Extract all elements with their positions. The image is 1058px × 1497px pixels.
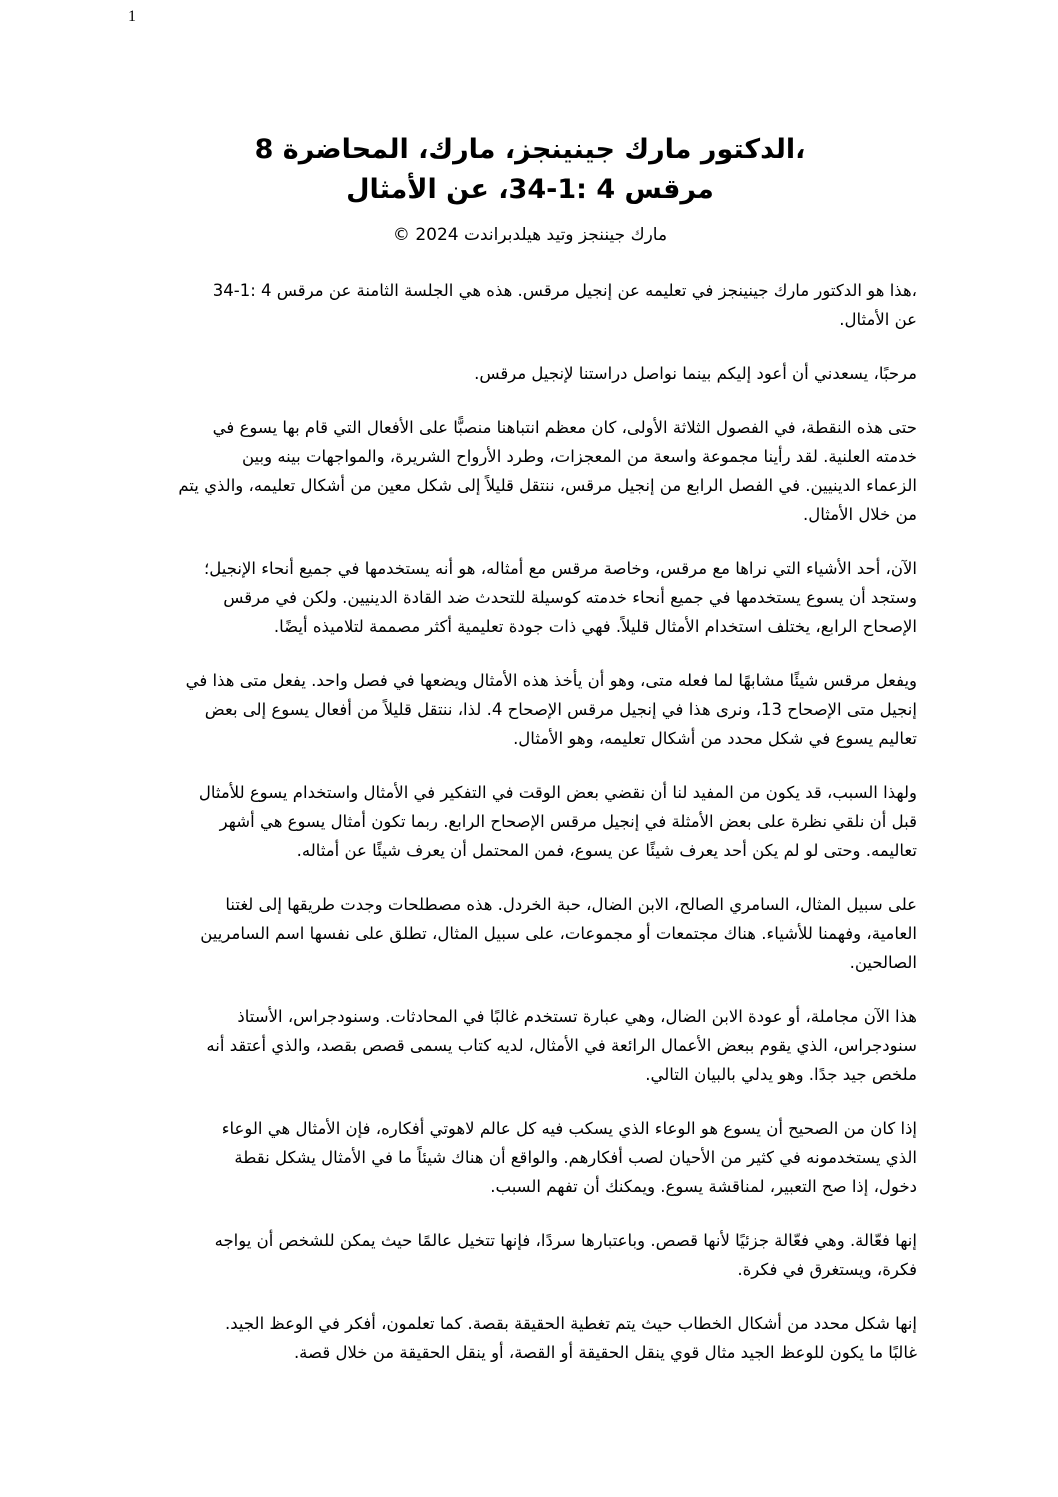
paragraph (135, 554, 917, 641)
paragraph-line: من خلال الأمثال. (803, 505, 917, 524)
paragraph-line: خدمته العلنية. لقد رأينا مجموعة واسعة من المعجزات، وطرد الأرواح الشريرة، والمواجهات بينه وبين (241, 447, 917, 466)
title-line-2: مرقس 4 :1-34، عن الأمثال (346, 174, 714, 205)
paragraph (135, 1226, 917, 1284)
paragraph-line: إنجيل متى الإصحاح 13، ونرى هذا في إنجيل مرقس الإصحاح 4. لذا، ننتقل قليلاً من أفعال يسوع إلى بعض (204, 700, 917, 719)
paragraph (135, 1309, 917, 1367)
paragraph (135, 778, 917, 865)
paragraph-line: الإصحاح الرابع، يختلف استخدام الأمثال قليلاً. فهي ذات جودة تعليمية أكثر مصممة لتلاميذه أيضًا. (273, 617, 917, 636)
paragraph-line: على سبيل المثال، السامري الصالح، الابن الضال، حبة الخردل. هذه مصطلحات وجدت طريقها إلى لغتنا (225, 895, 917, 914)
title-line-1: ،الدكتور مارك جينينجز، مارك، المحاضرة 8 (254, 134, 806, 165)
paragraph-line: تعاليم يسوع في شكل محدد من أشكال تعليمه، وهو الأمثال. (513, 729, 917, 748)
paragraph (135, 1114, 917, 1201)
paragraph-line: تعاليمه. وحتى لو لم يكن أحد يعرف شيئًا عن يسوع، فمن المحتمل أن يعرف شيئًا عن أمثاله. (296, 841, 917, 860)
paragraph-line: إذا كان من الصحيح أن يسوع هو الوعاء الذي يسكب فيه كل عالم لاهوتي أفكاره، فإن الأمثال هي الوعاء (221, 1119, 917, 1138)
paragraph-line: حتى هذه النقطة، في الفصول الثلاثة الأولى، كان معظم انتباهنا منصبًّا على الأفعال التي قام بها يسوع في (212, 418, 917, 437)
paragraph-line: عن الأمثال. (839, 310, 917, 329)
paragraph-line: هذا الآن مجاملة، أو عودة الابن الضال، وهي عبارة تستخدم غالبًا في المحادثات. وسنودجراس، الأستاذ (237, 1007, 917, 1026)
paragraph-line: الذي يستخدمونه في كثير من الأحيان لصب أفكارهم. والواقع أن هناك شيئاً ما في الأمثال يشكل نقطة (234, 1148, 917, 1167)
paragraph-line: سنودجراس، الذي يقوم ببعض الأعمال الرائعة في الأمثال، لديه كتاب يسمى قصص بقصد، والذي أعتقد أنه (206, 1036, 917, 1055)
paragraph-line: إنها فعّالة. وهي فعّالة جزئيًا لأنها قصص. وباعتبارها سردًا، فإنها تتخيل عالمًا حيث يمكن للشخص أن يواجه (214, 1231, 917, 1250)
copyright-byline: مارك جيننجز وتيد هيلدبراندت 2024 © (392, 225, 668, 245)
paragraph-line: ولهذا السبب، قد يكون من المفيد لنا أن نقضي بعض الوقت في التفكير في الأمثال واستخدام يسوع للأمثال (198, 783, 917, 802)
paragraph-line: الزعماء الدينيين. في الفصل الرابع من إنجيل مرقس، ننتقل قليلاً إلى شكل معين من أشكال تعليمه، والذي يتم (178, 476, 917, 495)
paragraph (135, 359, 917, 388)
page-number: 1 (128, 8, 136, 25)
paragraph-line: ،هذا هو الدكتور مارك جينينجز في تعليمه عن إنجيل مرقس. هذه هي الجلسة الثامنة عن مرقس 4 :1-34 (212, 281, 917, 300)
paragraph-line: غالبًا ما يكون للوعظ الجيد مثال قوي ينقل الحقيقة أو القصة، أو ينقل الحقيقة من خلال قصة. (293, 1343, 917, 1362)
paragraph (135, 666, 917, 753)
paragraph-line: ملخص جيد جدًا. وهو يدلي بالبيان التالي. (645, 1065, 917, 1084)
paragraph-line: مرحبًا، يسعدني أن أعود إليكم بينما نواصل دراستنا لإنجيل مرقس. (474, 364, 917, 383)
paragraph-line: الصالحين. (849, 953, 917, 972)
paragraph (135, 413, 917, 529)
paragraph-line: العامية، وفهمنا للأشياء. هناك مجتمعات أو مجموعات، على سبيل المثال، تطلق على نفسها اسم السامريين (200, 924, 917, 943)
paragraph-line: ويفعل مرقس شيئًا مشابهًا لما فعله متى، وهو أن يأخذ هذه الأمثال ويضعها في فصل واحد. يفعل متى هذا في (185, 671, 917, 690)
paragraph (135, 1002, 917, 1089)
paragraph-line: وستجد أن يسوع يستخدمها في جميع أنحاء خدمته كوسيلة للتحدث ضد القادة الدينيين. ولكن في مرقس (223, 588, 917, 607)
paragraph-line: فكرة، ويستغرق في فكرة. (737, 1260, 917, 1279)
document-title (130, 130, 930, 210)
document-body (135, 276, 917, 1392)
paragraph-line: قبل أن نلقي نظرة على بعض الأمثلة في إنجيل مرقس الإصحاح الرابع. ربما تكون أمثال يسوع هي أشهر (219, 812, 917, 831)
paragraph-line: الآن، أحد الأشياء التي نراها مع مرقس، وخاصة مرقس مع أمثاله، هو أنه يستخدمها في جميع أنحاء الإنجيل؛ (204, 559, 917, 578)
paragraph-line: إنها شكل محدد من أشكال الخطاب حيث يتم تغطية الحقيقة بقصة. كما تعلمون، أفكر في الوعظ الجيد. (225, 1314, 917, 1333)
paragraph (135, 890, 917, 977)
paragraph (135, 276, 917, 334)
paragraph-line: دخول، إذا صح التعبير، لمناقشة يسوع. ويمكنك أن تفهم السبب. (490, 1177, 917, 1196)
